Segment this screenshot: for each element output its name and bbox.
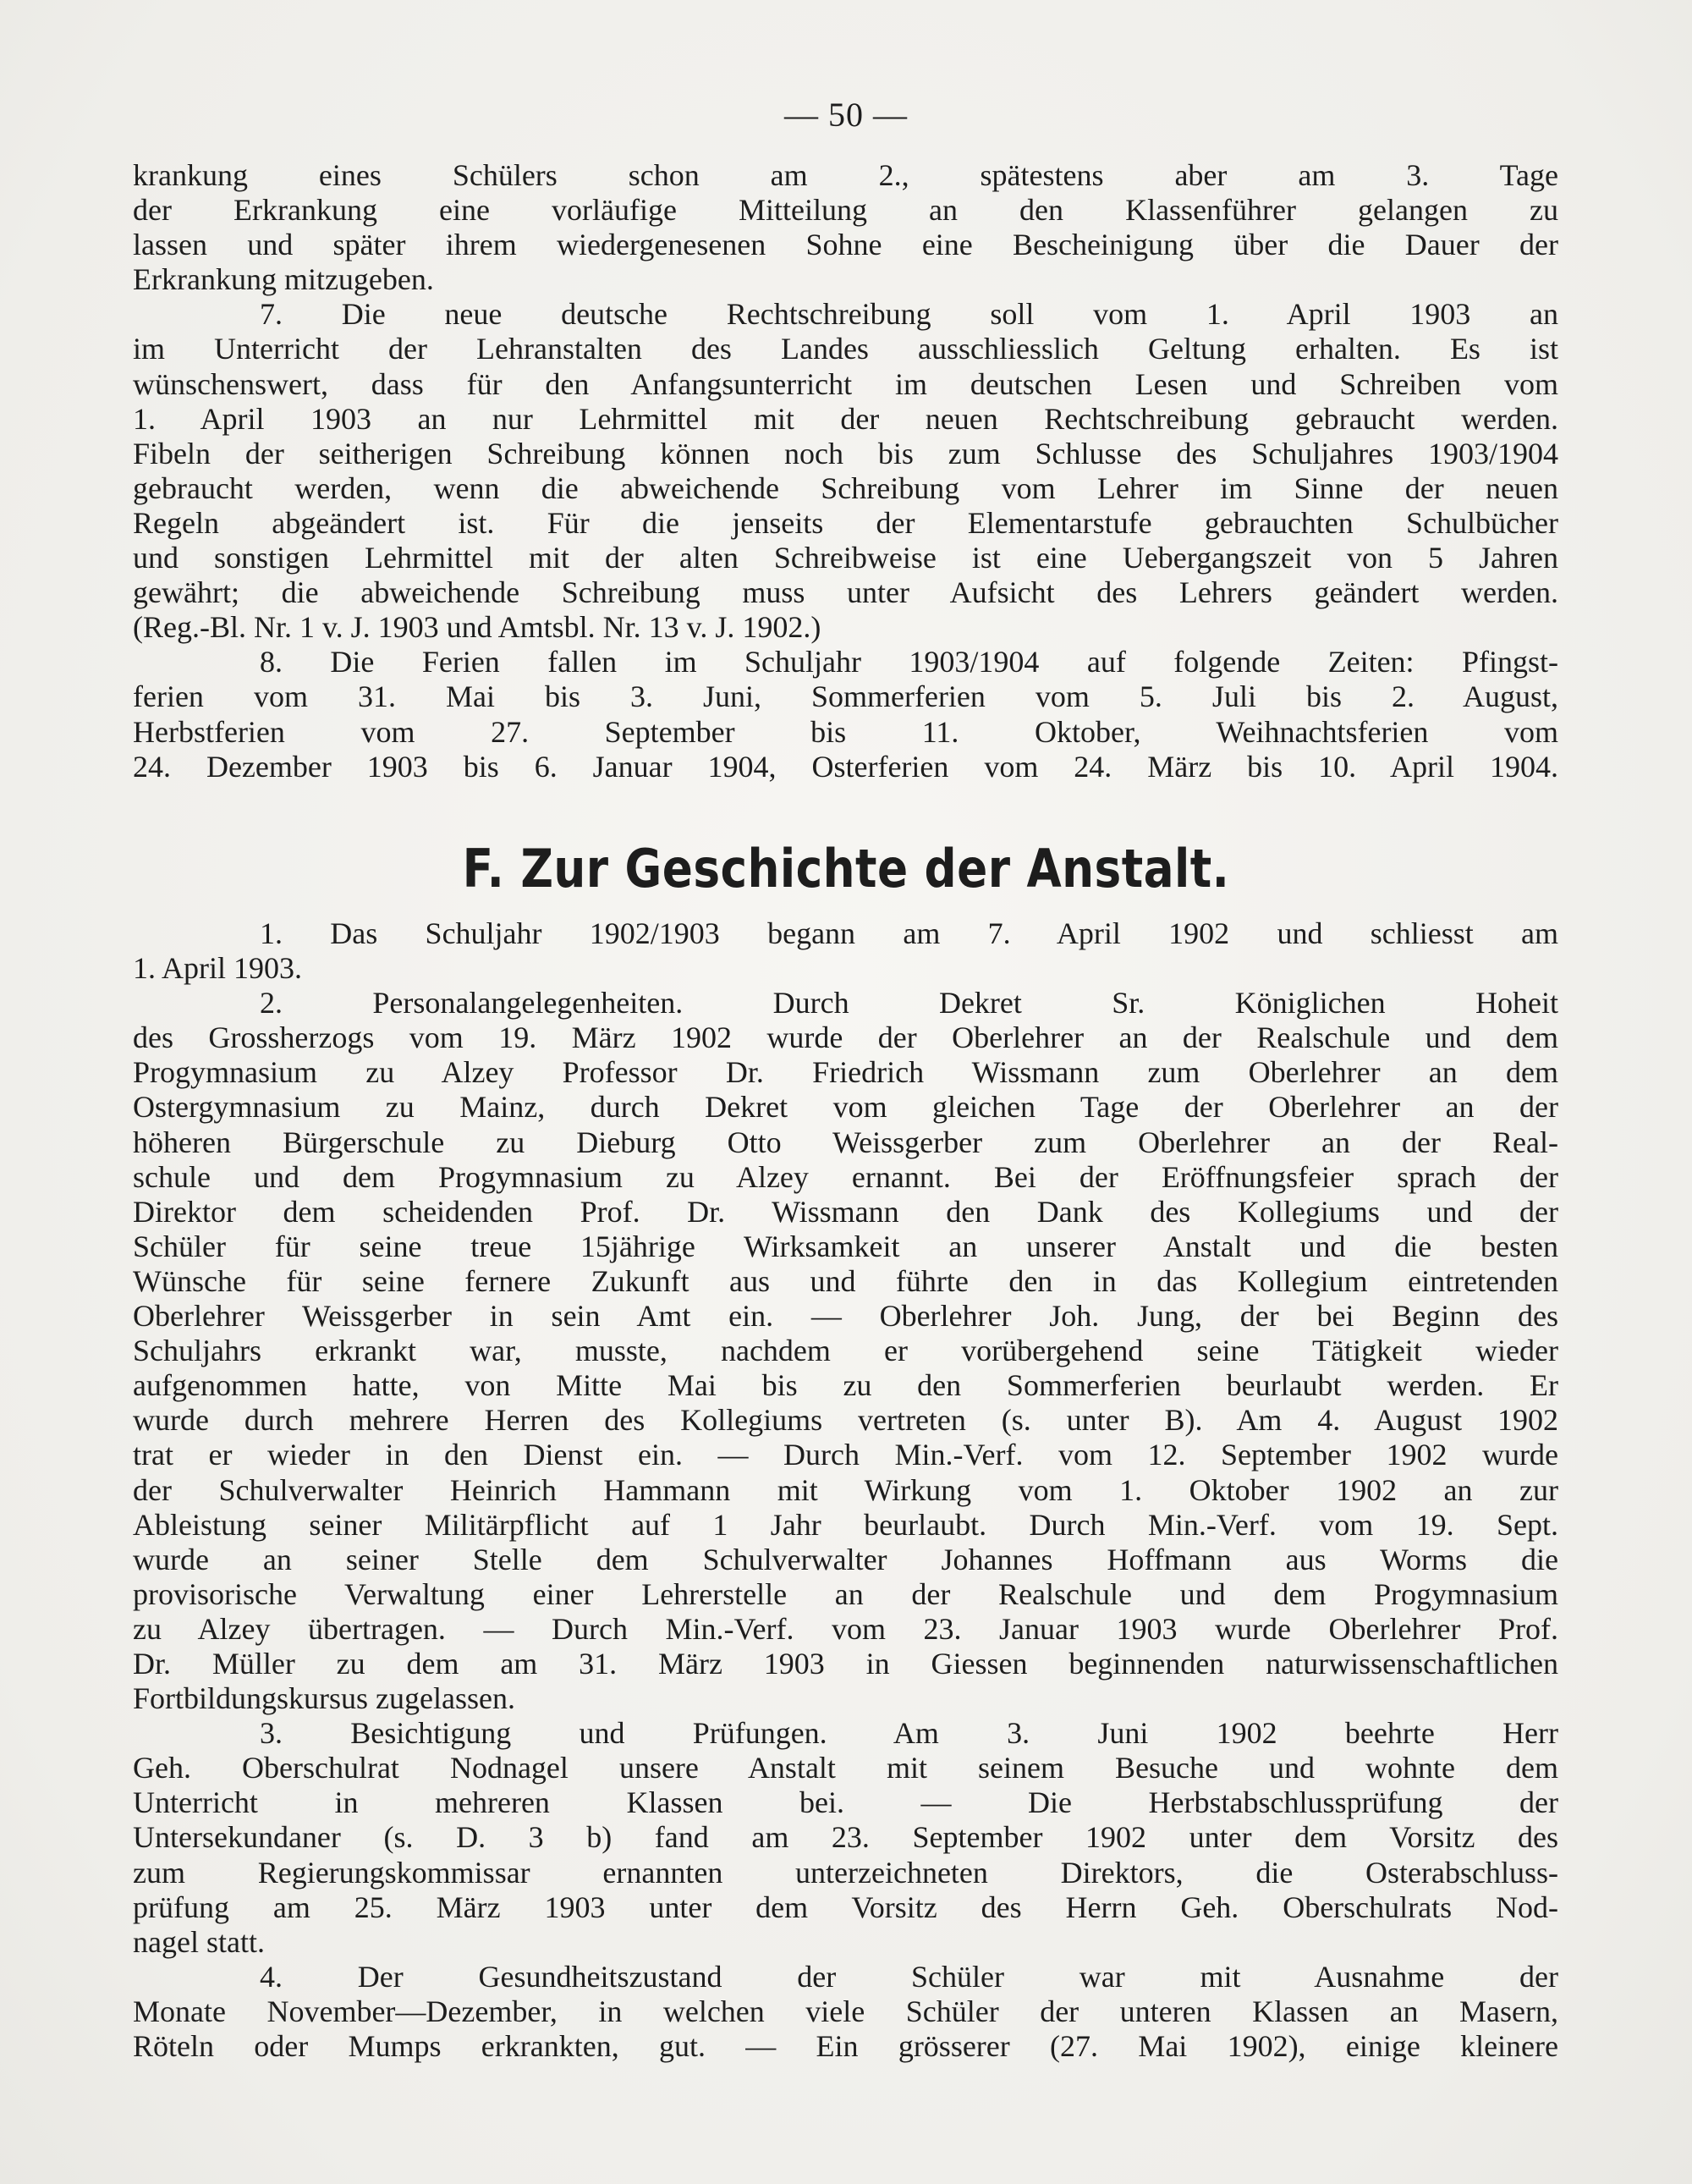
text-line: 1. April 1903 an nur Lehrmittel mit der neuen Rechtschreibung gebraucht werden. bbox=[133, 401, 1558, 436]
text-line: im Unterricht der Lehranstalten des Landes ausschliesslich Geltung erhalten. Es ist bbox=[133, 332, 1558, 366]
text-line: wurde an seiner Stelle dem Schulverwalter Johannes Hoffmann aus Worms die bbox=[133, 1542, 1558, 1576]
text-line: trat er wieder in den Dienst ein. — Durch Min.-Verf. vom 12. September 1902 wurde bbox=[133, 1438, 1558, 1472]
text-line: 24. Dezember 1903 bis 6. Januar 1904, Osterferien vom 24. März bis 10. April 1904. bbox=[133, 749, 1558, 784]
text-line: Erkrankung mitzugeben. bbox=[133, 262, 434, 297]
text-line: Fibeln der seitherigen Schreibung können noch bis zum Schlusse des Schuljahres 1903/1904 bbox=[133, 436, 1558, 470]
section-heading: F. Zur Geschichte der Anstalt. bbox=[462, 838, 1230, 899]
text-line: des Grossherzogs vom 19. März 1902 wurde der Oberlehrer an der Realschule und dem bbox=[133, 1020, 1558, 1055]
text-line: Progymnasium zu Alzey Professor Dr. Friedrich Wissmann zum Oberlehrer an dem bbox=[133, 1055, 1558, 1090]
page-number: — 50 — bbox=[784, 96, 908, 134]
text-line: Schuljahrs erkrankt war, musste, nachdem er vorübergehend seine Tätigkeit wieder bbox=[133, 1334, 1558, 1368]
text-line: gewährt; die abweichende Schreibung muss unter Aufsicht des Lehrers geändert werden. bbox=[133, 575, 1558, 610]
text-line: nagel statt. bbox=[133, 1924, 265, 1959]
text-block-regulations bbox=[133, 158, 1558, 784]
text-line: Dr. Müller zu dem am 31. März 1903 in Giessen beginnenden naturwissenschaftlichen bbox=[133, 1646, 1558, 1681]
text-line: Unterricht in mehreren Klassen bei. — Die Herbstabschlussprüfung der bbox=[133, 1785, 1558, 1820]
text-line: Ostergymnasium zu Mainz, durch Dekret vom gleichen Tage der Oberlehrer an der bbox=[133, 1090, 1558, 1125]
text-line: höheren Bürgerschule zu Dieburg Otto Weissgerber zum Oberlehrer an der Real- bbox=[133, 1125, 1558, 1159]
text-line: zu Alzey übertragen. — Durch Min.-Verf. vom 23. Januar 1903 wurde Oberlehrer Prof. bbox=[133, 1611, 1558, 1646]
text-line: Röteln oder Mumps erkrankten, gut. — Ein grösserer (27. Mai 1902), einige kleinere bbox=[133, 2029, 1558, 2063]
text-line: (Reg.-Bl. Nr. 1 v. J. 1903 und Amtsbl. Nr. 13 v. J. 1902.) bbox=[133, 610, 821, 645]
text-line: der Erkrankung eine vorläufige Mitteilung an den Klassenführer gelangen zu bbox=[133, 193, 1558, 228]
text-line: aufgenommen hatte, von Mitte Mai bis zu den Sommerferien beurlaubt werden. Er bbox=[133, 1368, 1558, 1403]
text-line: provisorische Verwaltung einer Lehrerstelle an der Realschule und dem Progymnasium bbox=[133, 1576, 1558, 1611]
text-line: 2. Personalangelegenheiten. Durch Dekret Sr. Königlichen Hoheit bbox=[260, 986, 1558, 1020]
text-line: Monate November—Dezember, in welchen viele Schüler der unteren Klassen an Masern, bbox=[133, 1994, 1558, 2028]
text-block-history bbox=[133, 916, 1558, 2064]
text-line: wurde durch mehrere Herren des Kollegiums vertreten (s. unter B). Am 4. August 1902 bbox=[133, 1403, 1558, 1438]
text-line: Geh. Oberschulrat Nodnagel unsere Anstalt mit seinem Besuche und wohnte dem bbox=[133, 1751, 1558, 1785]
text-line: ferien vom 31. Mai bis 3. Juni, Sommerferien vom 5. Juli bis 2. August, bbox=[133, 679, 1558, 714]
text-line: 8. Die Ferien fallen im Schuljahr 1903/1904 auf folgende Zeiten: Pfingst- bbox=[260, 645, 1558, 679]
text-line: Herbstferien vom 27. September bis 11. Oktober, Weihnachtsferien vom bbox=[133, 714, 1558, 749]
text-line: Wünsche für seine fernere Zukunft aus und führte den in das Kollegium eintretenden bbox=[133, 1263, 1558, 1298]
text-line: 1. Das Schuljahr 1902/1903 begann am 7. April 1902 und schliesst am bbox=[260, 916, 1558, 950]
text-line: wünschenswert, dass für den Anfangsunterricht im deutschen Lesen und Schreiben vom bbox=[133, 366, 1558, 401]
text-line: der Schulverwalter Heinrich Hammann mit Wirkung vom 1. Oktober 1902 an zur bbox=[133, 1472, 1558, 1507]
text-line: schule und dem Progymnasium zu Alzey ernannt. Bei der Eröffnungsfeier sprach der bbox=[133, 1159, 1558, 1194]
text-line: 4. Der Gesundheitszustand der Schüler war mit Ausnahme der bbox=[260, 1959, 1558, 1994]
text-line: Untersekundaner (s. D. 3 b) fand am 23. September 1902 unter dem Vorsitz des bbox=[133, 1820, 1558, 1855]
text-line: prüfung am 25. März 1903 unter dem Vorsitz des Herrn Geh. Oberschulrats Nod- bbox=[133, 1890, 1558, 1924]
text-line: gebraucht werden, wenn die abweichende Schreibung vom Lehrer im Sinne der neuen bbox=[133, 470, 1558, 505]
text-line: 3. Besichtigung und Prüfungen. Am 3. Juni 1902 beehrte Herr bbox=[260, 1716, 1558, 1751]
text-line: Regeln abgeändert ist. Für die jenseits der Elementarstufe gebrauchten Schulbücher bbox=[133, 505, 1558, 540]
text-line: Direktor dem scheidenden Prof. Dr. Wissmann den Dank des Kollegiums und der bbox=[133, 1194, 1558, 1229]
text-line: 7. Die neue deutsche Rechtschreibung soll vom 1. April 1903 an bbox=[260, 297, 1558, 332]
text-line: Ableistung seiner Militärpflicht auf 1 Jahr beurlaubt. Durch Min.-Verf. vom 19. Sept. bbox=[133, 1507, 1558, 1542]
text-line: Oberlehrer Weissgerber in sein Amt ein. — Oberlehrer Joh. Jung, der bei Beginn des bbox=[133, 1299, 1558, 1334]
text-line: lassen und später ihrem wiedergenesenen Sohne eine Bescheinigung über die Dauer der bbox=[133, 228, 1558, 262]
text-line: krankung eines Schülers schon am 2., spätestens aber am 3. Tage bbox=[133, 158, 1558, 192]
text-line: Schüler für seine treue 15jährige Wirksamkeit an unserer Anstalt und die besten bbox=[133, 1229, 1558, 1263]
text-line: Fortbildungskursus zugelassen. bbox=[133, 1681, 515, 1716]
text-line: und sonstigen Lehrmittel mit der alten Schreibweise ist eine Uebergangszeit von 5 Jahren bbox=[133, 541, 1558, 575]
text-line: 1. April 1903. bbox=[133, 951, 303, 986]
text-line: zum Regierungskommissar ernannten unterzeichneten Direktors, die Osterabschluss- bbox=[133, 1855, 1558, 1890]
